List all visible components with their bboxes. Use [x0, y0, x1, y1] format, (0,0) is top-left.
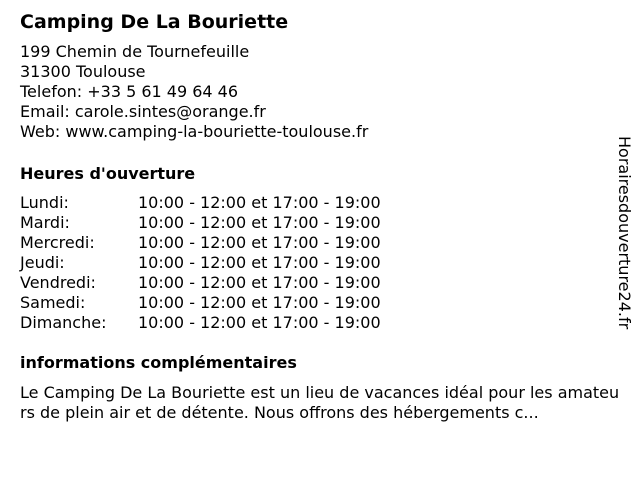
time-range: 10:00 - 12:00 et 17:00 - 19:00 — [138, 213, 381, 232]
hours-row — [20, 293, 381, 313]
additional-info-heading: informations complémentaires — [20, 353, 297, 372]
day-label: Vendredi: — [20, 273, 96, 292]
time-range: 10:00 - 12:00 et 17:00 - 19:00 — [138, 233, 381, 252]
hours-row — [20, 213, 381, 233]
hours-row — [20, 273, 381, 293]
business-name: Camping De La Bouriette — [20, 11, 289, 33]
phone-line: Telefon: +33 5 61 49 64 46 — [20, 82, 239, 101]
day-label: Samedi: — [20, 293, 86, 312]
address-city: 31300 Toulouse — [20, 62, 146, 81]
time-range: 10:00 - 12:00 et 17:00 - 19:00 — [138, 273, 381, 292]
contact-block — [20, 42, 620, 142]
time-range: 10:00 - 12:00 et 17:00 - 19:00 — [138, 253, 381, 272]
hours-row — [20, 253, 381, 273]
day-label: Jeudi: — [20, 253, 65, 272]
hours-row — [20, 313, 381, 333]
opening-hours-table — [20, 193, 381, 333]
day-label: Mardi: — [20, 213, 70, 232]
day-label: Dimanche: — [20, 313, 107, 332]
hours-row — [20, 233, 381, 253]
time-range: 10:00 - 12:00 et 17:00 - 19:00 — [138, 293, 381, 312]
web-line: Web: www.camping-la-bouriette-toulouse.fr — [20, 122, 369, 141]
email-line: Email: carole.sintes@orange.fr — [20, 102, 266, 121]
opening-hours-heading: Heures d'ouverture — [20, 164, 196, 183]
time-range: 10:00 - 12:00 et 17:00 - 19:00 — [138, 313, 381, 332]
day-label: Mercredi: — [20, 233, 95, 252]
time-range: 10:00 - 12:00 et 17:00 - 19:00 — [138, 193, 381, 212]
hours-row — [20, 193, 381, 213]
business-card — [20, 10, 620, 423]
description-text: Le Camping De La Bouriette est un lieu de vacances idéal pour les amateurs de plein air et de détente. Nous offrons des hébergements c... — [20, 383, 620, 422]
site-watermark: Horairesdouverture24.fr — [615, 136, 634, 330]
day-label: Lundi: — [20, 193, 69, 212]
address-street: 199 Chemin de Tournefeuille — [20, 42, 250, 61]
